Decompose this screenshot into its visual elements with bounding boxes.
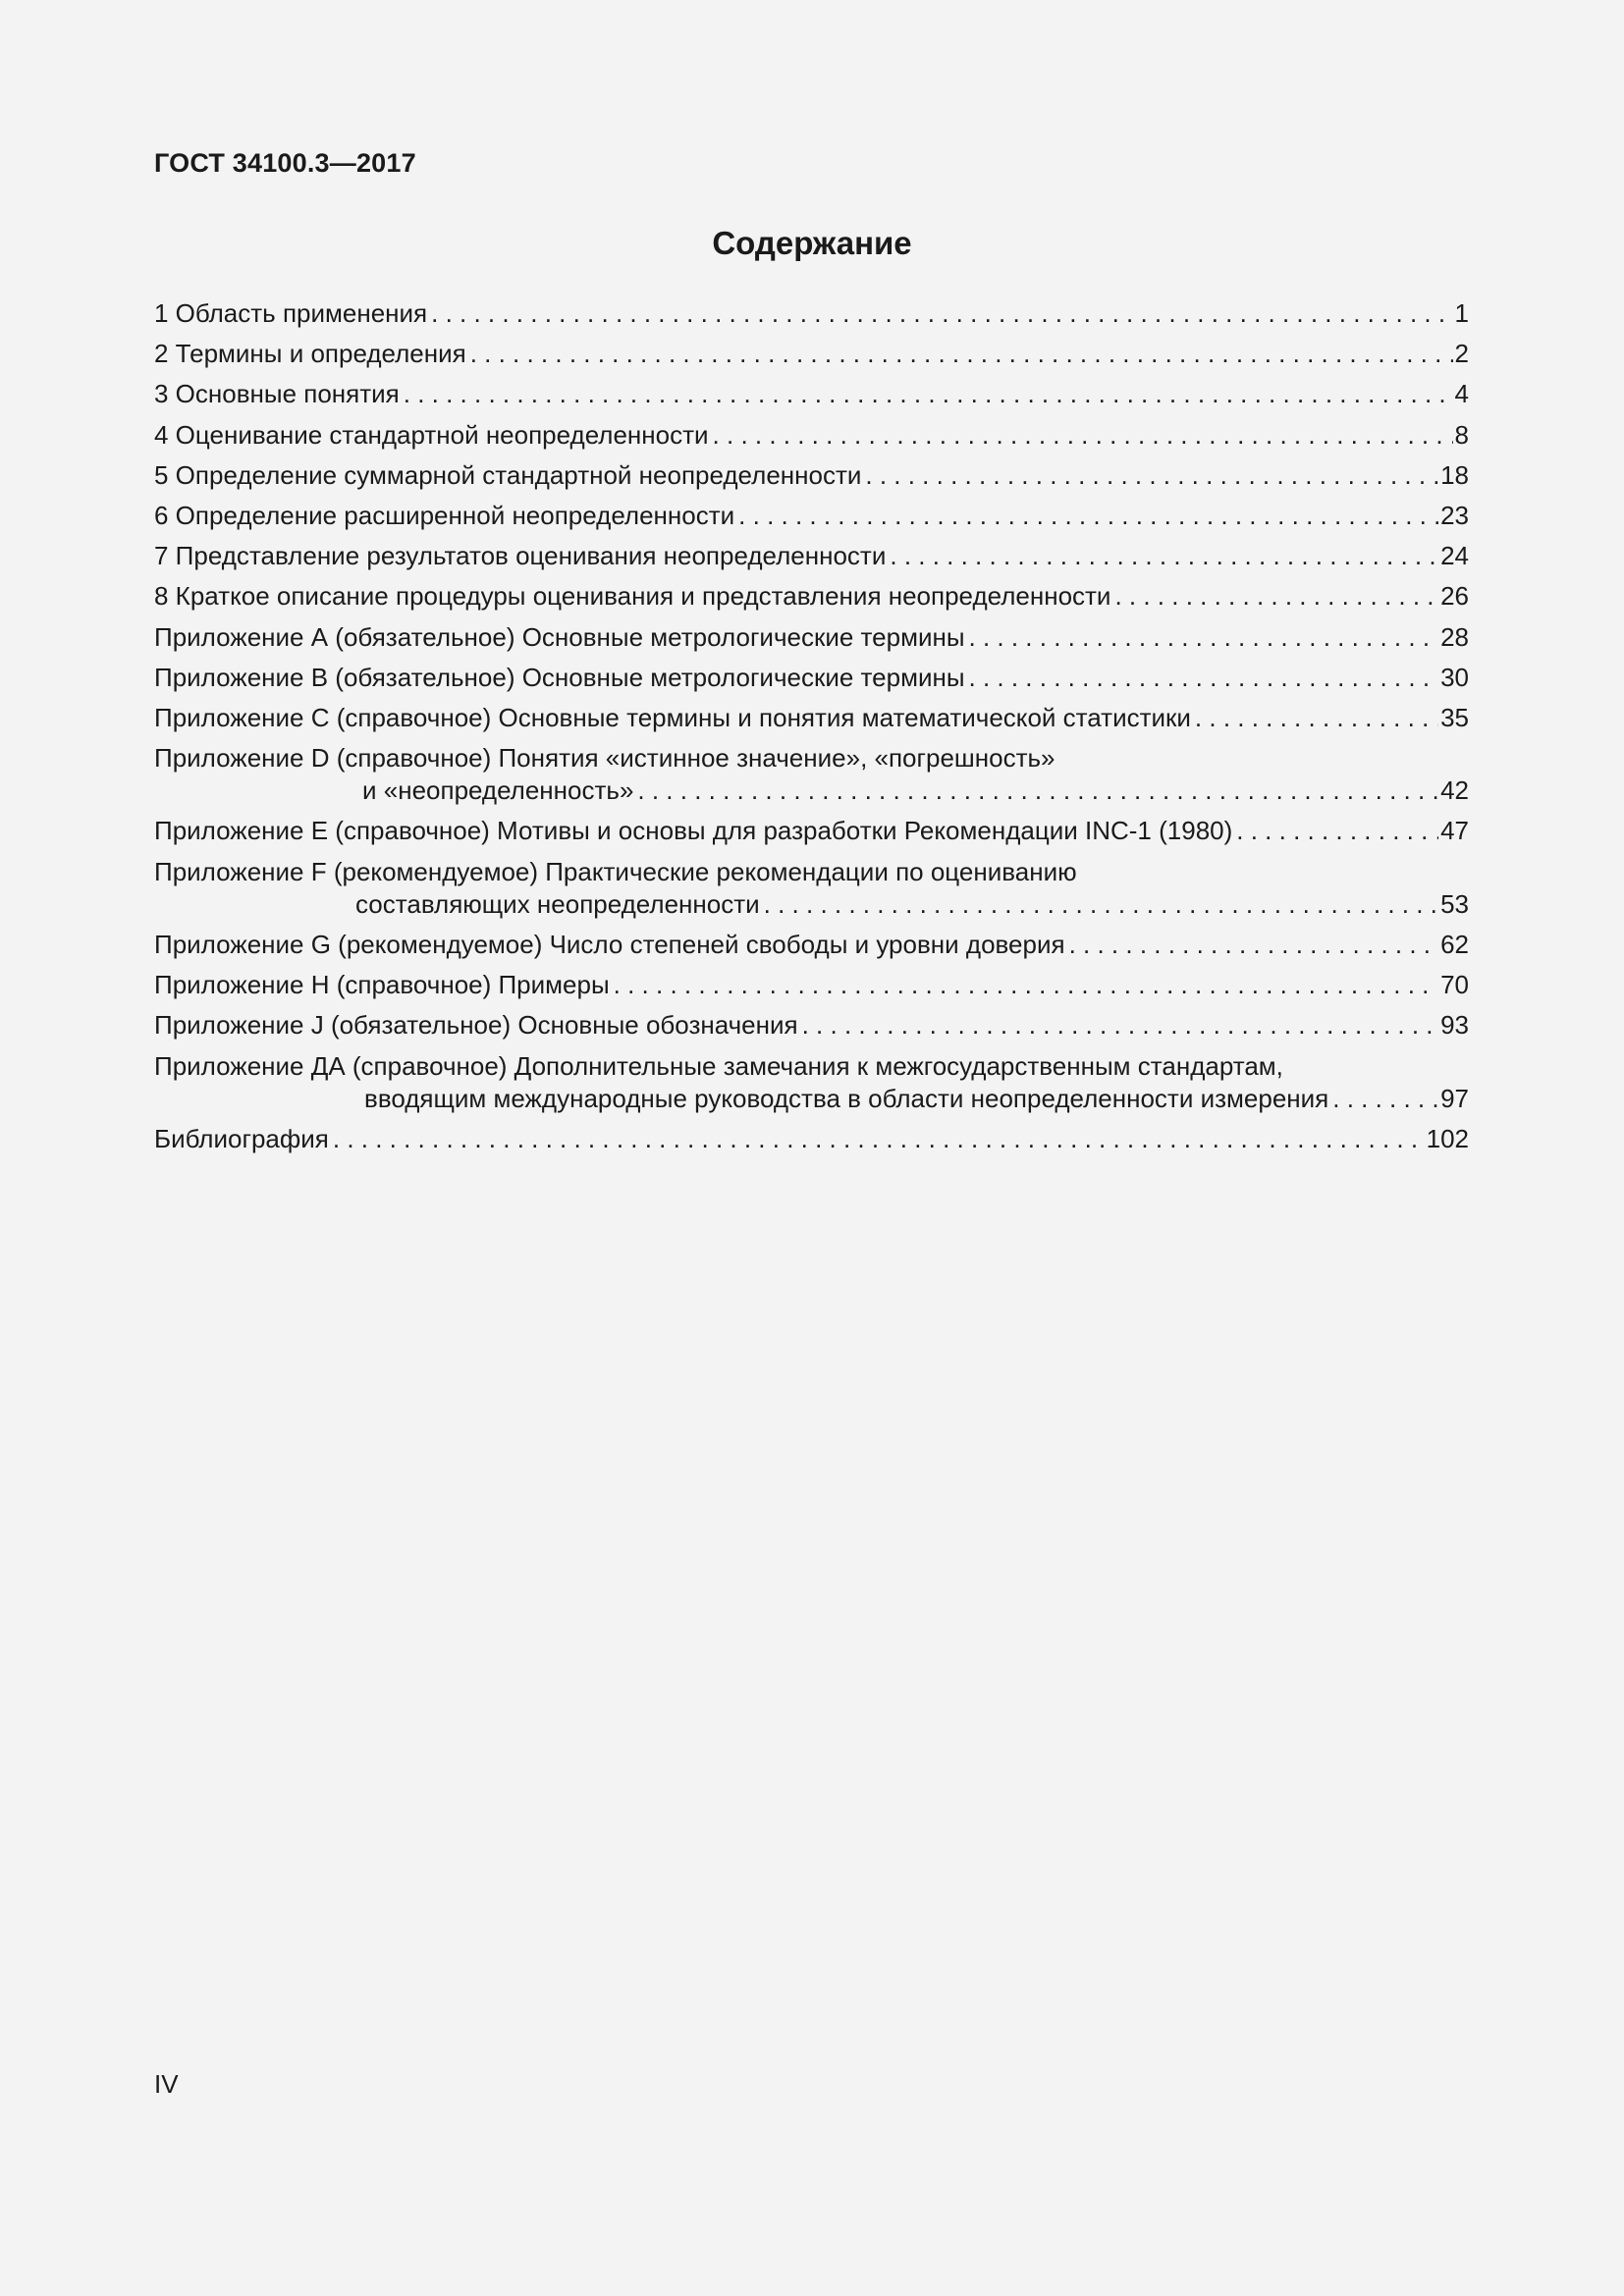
toc-leader-dots (1191, 702, 1438, 734)
toc-entry[interactable] (154, 856, 1469, 921)
toc-entry-page: 70 (1440, 970, 1469, 1000)
toc-entry-title: 4 Оценивание стандартной неопределенности (154, 419, 709, 450)
toc-entry-title: Приложение G (рекомендуемое) Число степеней свободы и уровни доверия (154, 930, 1065, 959)
toc-entry-page: 30 (1440, 662, 1469, 692)
toc-entry-page: 24 (1440, 541, 1469, 571)
toc-entry-title: Приложение J (обязательное) Основные обозначения (154, 1010, 798, 1041)
toc-leader-dots (965, 662, 1439, 694)
toc-entry-page: 53 (1440, 888, 1469, 919)
toc-entry[interactable] (154, 297, 1469, 330)
toc-leader-dots (400, 378, 1453, 410)
toc-entry-title: 8 Краткое описание процедуры оценивания и представления неопределенности (154, 581, 1111, 612)
toc-entry-page: 93 (1440, 1010, 1469, 1041)
toc-leader-dots (633, 774, 1438, 807)
toc-entry[interactable] (154, 378, 1469, 410)
toc-entry-page: 2 (1454, 339, 1469, 369)
table-of-contents (154, 297, 1469, 1163)
toc-entry-page: 26 (1440, 581, 1469, 612)
toc-entry-page: 102 (1426, 1123, 1469, 1153)
toc-entry-page: 42 (1440, 775, 1469, 806)
toc-entry-title: 7 Представление результатов оценивания неопределенности (154, 541, 887, 571)
toc-title: Содержание (712, 225, 912, 261)
toc-entry-page: 18 (1440, 459, 1469, 490)
toc-entry[interactable] (154, 969, 1469, 1001)
toc-entry-title: 2 Термины и определения (154, 339, 466, 369)
toc-entry-title: Приложение D (справочное) Понятия «истинное значение», «погрешность» (154, 743, 1056, 774)
toc-entry[interactable] (154, 1009, 1469, 1041)
page-number: IV (154, 2069, 179, 2099)
toc-entry-title: 6 Определение расширенной неопределенности (154, 500, 735, 530)
toc-entry-title: Приложение А (обязательное) Основные метрологические термины (154, 621, 965, 652)
toc-entry[interactable] (154, 929, 1469, 961)
toc-leader-dots (1110, 580, 1438, 613)
toc-leader-dots (798, 1009, 1438, 1041)
toc-entry-title: Приложение В (обязательное) Основные метрологические термины (154, 662, 965, 692)
toc-entry-page: 47 (1440, 816, 1469, 846)
toc-entry[interactable] (154, 702, 1469, 734)
toc-entry[interactable] (154, 662, 1469, 694)
toc-entry-title: Библиография (154, 1123, 329, 1153)
toc-entry-title: Приложение E (справочное) Мотивы и основы для разработки Рекомендации INC-1 (1980) (154, 816, 1233, 846)
toc-leader-dots (734, 500, 1438, 532)
toc-entry-page: 35 (1440, 702, 1469, 732)
toc-entry-page: 8 (1454, 419, 1469, 450)
toc-entry-page: 1 (1454, 298, 1469, 328)
toc-entry[interactable] (154, 459, 1469, 492)
toc-entry-title: Приложение С (справочное) Основные термины и понятия математической статистики (154, 702, 1191, 732)
document-code: ГОСТ 34100.3—2017 (154, 148, 416, 178)
toc-entry-title: составляющих неопределенности (355, 888, 760, 919)
toc-entry-page: 4 (1454, 379, 1469, 409)
toc-entry[interactable] (154, 419, 1469, 452)
toc-entry-page: 97 (1440, 1083, 1469, 1113)
toc-entry-title: 3 Основные понятия (154, 379, 400, 409)
toc-entry-title: вводящим международные руководства в области неопределенности измерения (364, 1083, 1329, 1113)
toc-entry-title: 1 Область применения (154, 298, 428, 328)
toc-leader-dots (466, 338, 1453, 370)
toc-entry-title: и «неопределенность» (362, 775, 634, 806)
toc-entry[interactable] (154, 621, 1469, 654)
toc-entry-page: 62 (1440, 930, 1469, 959)
toc-leader-dots (760, 888, 1438, 921)
toc-entry[interactable] (154, 580, 1469, 613)
toc-entry[interactable] (154, 500, 1469, 532)
toc-entry[interactable] (154, 1050, 1469, 1115)
toc-leader-dots (329, 1123, 1425, 1155)
toc-leader-dots (610, 969, 1438, 1001)
toc-leader-dots (427, 297, 1452, 330)
toc-leader-dots (861, 459, 1438, 492)
toc-entry[interactable] (154, 540, 1469, 572)
toc-leader-dots (1328, 1083, 1438, 1115)
toc-leader-dots (965, 621, 1439, 654)
toc-entry-title: 5 Определение суммарной стандартной неопределенности (154, 459, 862, 490)
toc-entry[interactable] (154, 1123, 1469, 1155)
toc-leader-dots (1065, 929, 1439, 961)
toc-entry[interactable] (154, 338, 1469, 370)
toc-entry[interactable] (154, 742, 1469, 807)
toc-entry-title: Приложение ДА (справочное) Дополнительные замечания к межгосударственным стандартам, (154, 1050, 1283, 1081)
toc-entry-page: 28 (1440, 621, 1469, 652)
toc-entry[interactable] (154, 815, 1469, 847)
toc-leader-dots (886, 540, 1438, 572)
toc-leader-dots (1232, 815, 1438, 847)
toc-entry-page: 23 (1440, 500, 1469, 530)
toc-entry-title: Приложение F (рекомендуемое) Практические рекомендации по оцениванию (154, 856, 1077, 886)
toc-entry-title: Приложение H (справочное) Примеры (154, 970, 610, 1000)
toc-leader-dots (709, 419, 1453, 452)
